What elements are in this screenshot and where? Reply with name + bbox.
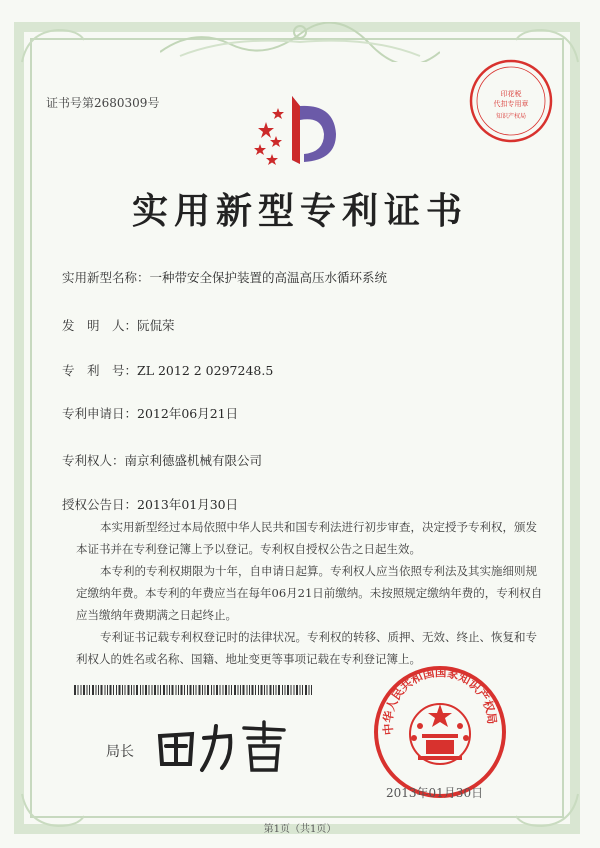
field-value: ZL 2012 2 0297248.5 xyxy=(137,363,274,378)
barcode-stripe xyxy=(187,685,188,695)
barcode-stripe xyxy=(264,685,265,695)
barcode-stripe xyxy=(116,685,117,695)
body-paragraph: 本专利的专利权期限为十年，自申请日起算。专利权人应当依照专利法及其实施细则规定缴纳年费。本专利的年费应当在每年06月21日前缴纳。未按照规定缴纳年费的，专利权自应当缴纳年费期满之日起终止。 xyxy=(76,564,543,622)
field-label: 发 明 人： xyxy=(62,318,138,333)
svg-text:知识产权局: 知识产权局 xyxy=(495,113,527,120)
barcode-stripe xyxy=(128,685,130,695)
field-value: 一种带安全保护装置的高温高压水循环系统 xyxy=(149,270,388,285)
barcode-stripe xyxy=(211,685,212,695)
barcode-stripe xyxy=(119,685,121,695)
barcode-stripe xyxy=(276,685,277,695)
certificate-body xyxy=(76,516,546,670)
barcode-stripe xyxy=(255,685,256,695)
barcode-stripe xyxy=(273,685,274,695)
barcode-stripe xyxy=(249,685,250,695)
svg-text:中华人民共和国国家知识产权局 xyxy=(381,665,500,735)
barcode-stripe xyxy=(154,685,156,695)
barcode-stripe xyxy=(167,685,168,695)
svg-text:印花税: 印花税 xyxy=(500,90,522,98)
body-paragraph: 专利证书记载专利权登记时的法律状况。专利权的转移、质押、无效、终止、恢复和专利权人的姓名或名称、国籍、地址变更等事项记载在专利登记簿上。 xyxy=(76,630,537,666)
barcode-stripe xyxy=(178,685,179,695)
barcode-stripe xyxy=(101,685,103,695)
barcode-stripe xyxy=(234,685,236,695)
barcode-stripe xyxy=(78,685,79,695)
field-label: 专利申请日： xyxy=(62,406,138,421)
field-grant-announcement-date xyxy=(62,495,238,513)
barcode-stripe xyxy=(125,685,126,695)
top-ornament xyxy=(160,22,440,62)
barcode-stripe xyxy=(300,685,301,695)
barcode-stripe xyxy=(238,685,239,695)
field-value: 2013年01月30日 xyxy=(137,497,239,512)
barcode-stripe xyxy=(247,685,248,695)
barcode-stripe xyxy=(240,685,241,695)
barcode-stripe xyxy=(169,685,170,695)
barcode-stripe xyxy=(136,685,138,695)
barcode xyxy=(74,685,312,695)
barcode-stripe xyxy=(172,685,174,695)
field-inventor xyxy=(62,316,175,334)
barcode-stripe xyxy=(229,685,230,695)
certificate-number: 证书号第2680309号 xyxy=(46,96,160,110)
barcode-stripe xyxy=(158,685,159,695)
barcode-stripe xyxy=(282,685,283,695)
barcode-stripe xyxy=(184,685,185,695)
director-signature xyxy=(152,716,302,776)
barcode-stripe xyxy=(176,685,177,695)
barcode-stripe xyxy=(296,685,298,695)
certificate-title: 实用新型专利证书 xyxy=(131,190,468,232)
barcode-stripe xyxy=(190,685,192,695)
barcode-stripe xyxy=(149,685,150,695)
barcode-stripe xyxy=(261,685,263,695)
field-value: 2012年06月21日 xyxy=(137,406,239,421)
barcode-stripe xyxy=(96,685,97,695)
barcode-stripe xyxy=(131,685,132,695)
svg-text:代扣专用章: 代扣专用章 xyxy=(493,100,529,108)
seal-text: 中华人民共和国国家知识产权局 xyxy=(380,665,500,736)
corner-ornament-top-left xyxy=(18,26,88,66)
director-label: 局长 xyxy=(106,744,134,760)
issue-date: 2013年01月30日 xyxy=(386,786,484,800)
barcode-stripe xyxy=(231,685,232,695)
barcode-stripe xyxy=(220,685,221,695)
field-utility-model-name xyxy=(62,268,387,286)
field-value: 南京利德盛机械有限公司 xyxy=(124,453,263,468)
barcode-stripe xyxy=(87,685,88,695)
barcode-stripe xyxy=(287,685,289,695)
field-application-date xyxy=(62,404,238,422)
barcode-stripe xyxy=(105,685,106,695)
barcode-stripe xyxy=(252,685,254,695)
barcode-stripe xyxy=(225,685,227,695)
barcode-stripe xyxy=(270,685,272,695)
barcode-stripe xyxy=(294,685,295,695)
barcode-stripe xyxy=(258,685,259,695)
barcode-stripe xyxy=(110,685,112,695)
barcode-stripe xyxy=(193,685,194,695)
barcode-stripe xyxy=(243,685,245,695)
barcode-stripe xyxy=(140,685,141,695)
barcode-stripe xyxy=(92,685,94,695)
official-seal-stamp xyxy=(372,664,508,800)
barcode-stripe xyxy=(302,685,303,695)
barcode-stripe xyxy=(214,685,215,695)
barcode-stripe xyxy=(152,685,153,695)
barcode-stripe xyxy=(143,685,144,695)
barcode-stripe xyxy=(181,685,183,695)
barcode-stripe xyxy=(134,685,135,695)
barcode-stripe xyxy=(207,685,209,695)
barcode-stripe xyxy=(83,685,85,695)
tax-seal-stamp xyxy=(468,58,554,144)
field-label: 专利权人： xyxy=(62,453,125,468)
barcode-stripe xyxy=(291,685,292,695)
barcode-stripe xyxy=(305,685,307,695)
barcode-stripe xyxy=(196,685,197,695)
patent-office-logo xyxy=(252,90,352,180)
barcode-stripe xyxy=(145,685,147,695)
barcode-stripe xyxy=(122,685,123,695)
barcode-stripe xyxy=(223,685,224,695)
barcode-stripe xyxy=(89,685,90,695)
barcode-stripe xyxy=(113,685,114,695)
field-label: 授权公告日： xyxy=(62,497,138,512)
barcode-stripe xyxy=(205,685,206,695)
body-paragraph: 本实用新型经过本局依照中华人民共和国专利法进行初步审查，决定授予专利权，颁发本证书并在专利登记簿上予以登记。专利权自授权公告之日起生效。 xyxy=(76,520,537,556)
barcode-stripe xyxy=(160,685,161,695)
barcode-stripe xyxy=(98,685,99,695)
field-patent-number xyxy=(62,361,273,379)
field-patentee xyxy=(62,451,262,469)
page-number: 第1页（共1页） xyxy=(263,824,337,835)
barcode-stripe xyxy=(163,685,165,695)
field-label: 专 利 号： xyxy=(62,363,138,378)
barcode-stripe xyxy=(107,685,108,695)
barcode-stripe xyxy=(202,685,203,695)
barcode-stripe xyxy=(74,685,76,695)
barcode-stripe xyxy=(199,685,201,695)
barcode-stripe xyxy=(81,685,82,695)
barcode-stripe xyxy=(309,685,310,695)
barcode-stripe xyxy=(311,685,312,695)
barcode-stripe xyxy=(216,685,218,695)
barcode-stripe xyxy=(278,685,280,695)
barcode-stripe xyxy=(285,685,286,695)
barcode-stripe xyxy=(267,685,268,695)
field-value: 阮侃荣 xyxy=(137,318,175,333)
field-label: 实用新型名称： xyxy=(62,270,150,285)
